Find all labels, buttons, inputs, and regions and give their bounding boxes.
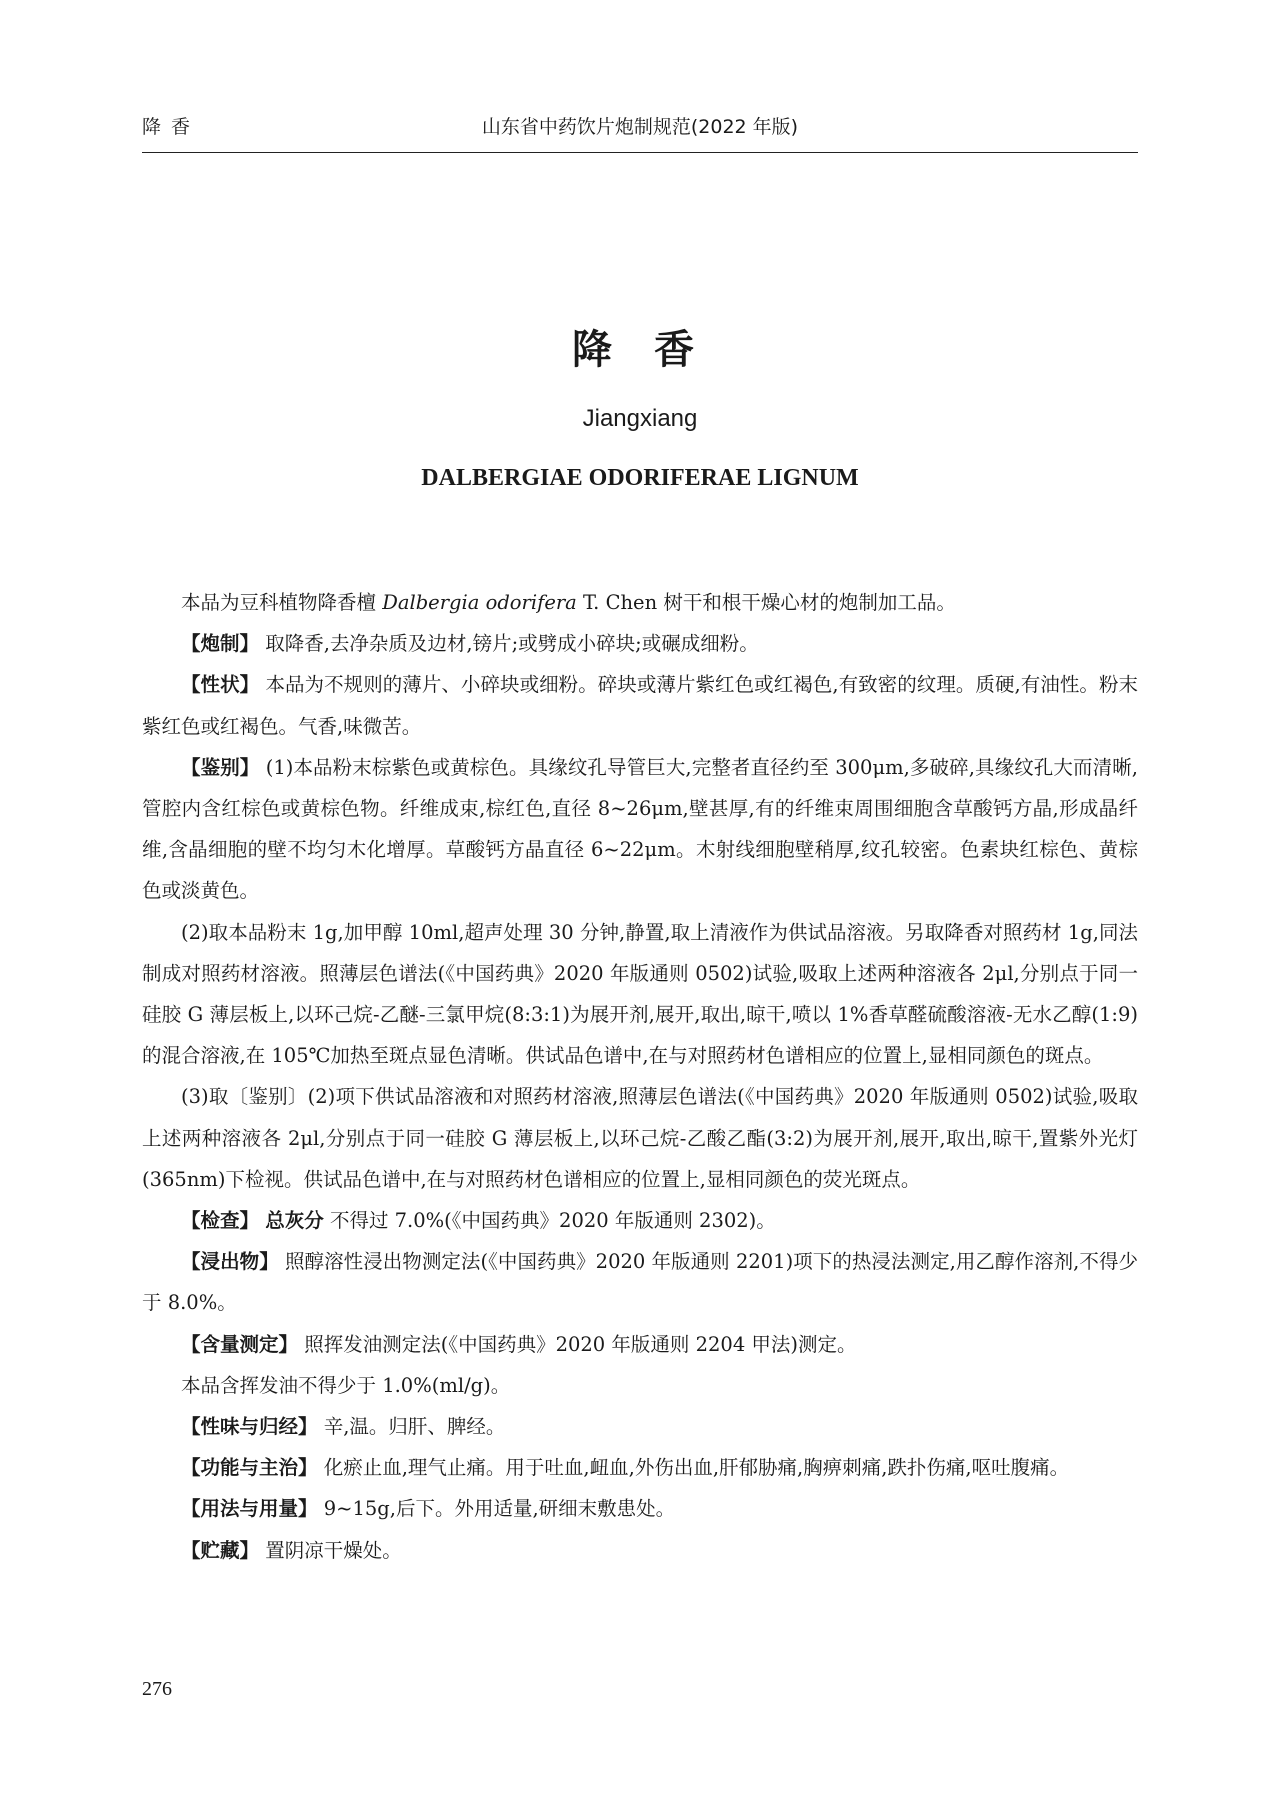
page-number: 276: [142, 1678, 172, 1700]
header-book-title: 山东省中药饮片炮制规范(2022 年版): [481, 116, 799, 138]
section-label: 【炮制】: [181, 632, 260, 656]
section-text: 取降香,去净杂质及边材,镑片;或劈成小碎块;或碾成细粉。: [265, 632, 759, 656]
header-running-title: 降 香: [142, 116, 193, 138]
page-header: [142, 112, 1138, 152]
section-label: 【检查】: [181, 1209, 260, 1233]
section-gongneng: [142, 1447, 1138, 1488]
section-sublabel: 总灰分: [265, 1209, 324, 1233]
latin-name: DALBERGIAE ODORIFERAE LIGNUM: [421, 465, 859, 491]
monograph-body: [142, 582, 1138, 1571]
section-label: 【用法与用量】: [181, 1497, 318, 1521]
section-text: 置阴凉干燥处。: [265, 1538, 402, 1562]
section-label: 【性味与归经】: [181, 1415, 318, 1439]
page-title: 降 香: [572, 327, 708, 373]
jianbie-paragraph-2: (2)取本品粉末 1g,加甲醇 10ml,超声处理 30 分钟,静置,取上清液作为供试品溶液。另取降香对照药材 1g,同法制成对照药材溶液。照薄层色谱法(《中国药典》2020 年版通则 0502)试验,吸取上述两种溶液各 2μl,分别点于同一硅胶 G 薄层板上,以环己烷-乙醚-三氯甲烷(8:3:1)为展开剂,展开,取出,晾干,喷以 1%香草醛硫酸溶液-无水乙醇(1:9)的混合溶液,在 105℃加热至斑点显色清晰。供试品色谱中,在与对照药材色谱相应的位置上,显相同颜色的斑点。: [142, 920, 1138, 1068]
species-name: Dalbergia odorifera: [382, 591, 577, 614]
pinyin-name: Jiangxiang: [582, 405, 698, 432]
section-label: 【贮藏】: [181, 1538, 260, 1562]
section-text: 9~15g,后下。外用适量,研细末敷患处。: [323, 1497, 676, 1521]
section-text: 照挥发油测定法(《中国药典》2020 年版通则 2204 甲法)测定。: [304, 1332, 857, 1356]
hanliang-paragraph-2: 本品含挥发油不得少于 1.0%(ml/g)。: [181, 1373, 511, 1397]
section-text: 本品为不规则的薄片、小碎块或细粉。碎块或薄片紫红色或红褐色,有致密的纹理。质硬,有油性。粉末紫红色或红褐色。气香,味微苦。: [142, 673, 1138, 738]
section-jianbie: [142, 747, 1138, 912]
jianbie-paragraph-3: (3)取〔鉴别〕(2)项下供试品溶液和对照药材溶液,照薄层色谱法(《中国药典》2020 年版通则 0502)试验,吸取上述两种溶液各 2μl,分别点于同一硅胶 G 薄层板上,以环己烷-乙酸乙酯(3:2)为展开剂,展开,取出,晾干,置紫外光灯(365nm)下检视。供试品色谱中,在与对照药材色谱相应的位置上,显相同颜色的荧光斑点。: [142, 1085, 1138, 1191]
section-text: 辛,温。归肝、脾经。: [323, 1415, 506, 1439]
section-label: 【功能与主治】: [181, 1456, 318, 1480]
section-yongfa: [142, 1488, 1138, 1529]
section-jinchuwu: [142, 1241, 1138, 1323]
intro-pre: 本品为豆科植物降香檀: [181, 591, 383, 614]
intro-paragraph: [142, 582, 1138, 623]
section-paozhi: [142, 623, 1138, 664]
section-label: 【浸出物】: [181, 1250, 279, 1274]
section-xingwei: [142, 1406, 1138, 1447]
section-text: 化瘀止血,理气止痛。用于吐血,衄血,外伤出血,肝郁胁痛,胸痹刺痛,跌扑伤痛,呕吐腹痛。: [323, 1456, 1070, 1480]
section-jiancha: [142, 1200, 1138, 1241]
section-xingzhuang: [142, 664, 1138, 746]
header-rule: [142, 152, 1138, 153]
section-text: (1)本品粉末棕紫色或黄棕色。具缘纹孔导管巨大,完整者直径约至 300μm,多破碎,具缘纹孔大而清晰,管腔内含红棕色或黄棕色物。纤维成束,棕红色,直径 8~26μm,壁甚厚,有的纤维束周围细胞含草酸钙方晶,形成晶纤维,含晶细胞的壁不均匀木化增厚。草酸钙方晶直径 6~22μm。木射线细胞壁稍厚,纹孔较密。色素块红棕色、黄棕色或淡黄色。: [142, 755, 1139, 903]
section-label: 【含量测定】: [181, 1332, 299, 1356]
section-text: 不得过 7.0%(《中国药典》2020 年版通则 2302)。: [329, 1209, 776, 1233]
section-label: 【性状】: [181, 673, 260, 697]
section-zhucang: [142, 1530, 1138, 1571]
intro-post: T. Chen 树干和根干燥心材的炮制加工品。: [576, 591, 956, 614]
section-text: 照醇溶性浸出物测定法(《中国药典》2020 年版通则 2201)项下的热浸法测定,用乙醇作溶剂,不得少于 8.0%。: [142, 1250, 1138, 1315]
section-hanliang: [142, 1324, 1138, 1365]
section-label: 【鉴别】: [181, 755, 260, 779]
